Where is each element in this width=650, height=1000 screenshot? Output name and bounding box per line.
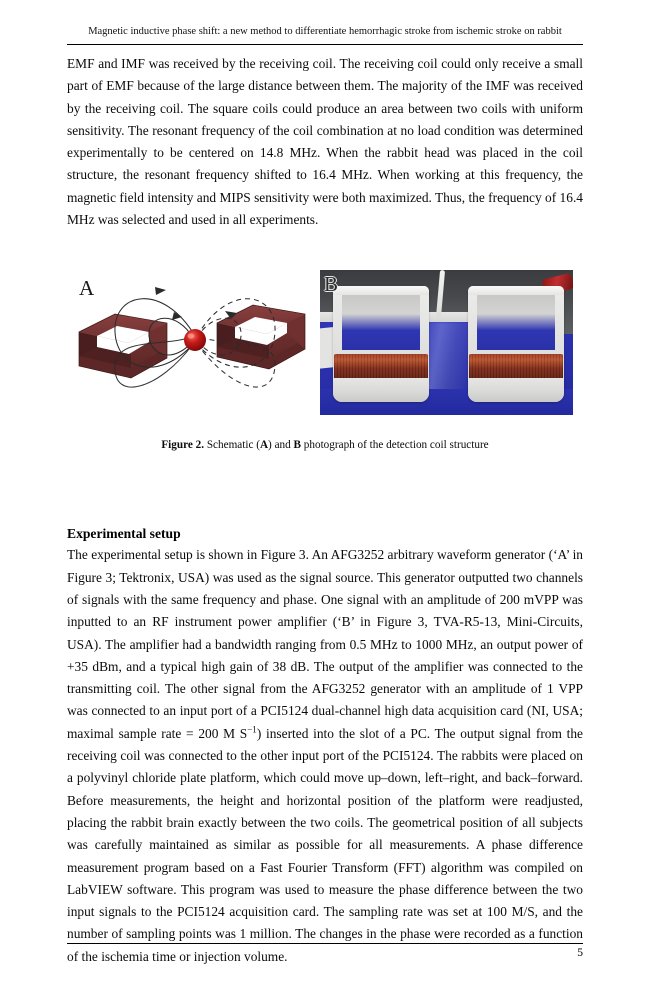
section-spacer [67, 453, 583, 524]
paragraph-setup-part-a: The experimental setup is shown in Figure 3. An AFG3252 arbitrary waveform generator (‘A’ in Figure 3; Tektronix, USA) was used as the signal source. This generator outputted two channels of signals with the same frequency and phase. One signal with an amplitude of 200 mVPP was inputted to an RF instrument power amplifier (‘B’ in Figure 3, TVA-R5-13, Mini-Circuits, USA). The amplifier had a bandwidth ranging from 0.5 MHz to 1000 MHz, an output power of +35 dBm, and a typical high gain of 38 dB. The output of the amplifier was connected to the transmitting coil. The other signal from the AFG3252 generator with an amplitude of 1 VPP was connected to an input port of a PCI5124 dual-channel high data acquisition card (NI, USA; maximal sample rate = 200 M S [67, 547, 583, 741]
superscript-exponent: −1 [247, 724, 257, 735]
page-number: 5 [577, 947, 583, 959]
target-sphere [184, 329, 206, 351]
figure-2-caption-text-2: ) and [268, 439, 294, 452]
paragraph-setup-part-b: ) inserted into the slot of a PC. The output signal from the receiving coil was connected to the other input port of the PCI5124. The rabbits were placed on a polyvinyl chloride plate platform, which could move up–down, left–right, and back–forward. Before measurements, the height and horizontal position of the platform were readjusted, placing the rabbit brain exactly between the two coils. The geometrical position of all subjects was carefully maintained as similar as possible for all measurements. A phase difference measurement program based on a Fast Fourier Transform (FFT) algorithm was compiled on LabVIEW software. This program was used to measure the phase difference between the two input signals to the PCI5124 acquisition card. The sampling rate was set at 100 M/S, and the number of sampling points was 1 million. The changes in the phase were recorded as a function of the ischemia time or injection volume. [67, 725, 583, 964]
figure-2 [67, 270, 583, 453]
paragraph-experimental-setup [67, 544, 583, 968]
field-line-arrows [155, 287, 237, 320]
coil-former-lower-wall [333, 378, 429, 402]
figure-2-caption [67, 438, 583, 453]
page-footer [67, 943, 583, 959]
coil-former-interior-blue [342, 330, 420, 350]
photo-coil-former-right [468, 286, 564, 402]
figure-2-caption-label: Figure 2. [161, 439, 205, 452]
left-coil-3d [79, 314, 167, 378]
figure-2-panel-a-label: A [79, 276, 95, 301]
coil-former-lower-wall [468, 378, 564, 402]
footer-rule [67, 943, 583, 944]
copper-winding [469, 354, 563, 380]
photo-coil-former-left [333, 286, 429, 402]
coil-former-interior-blue [477, 330, 555, 350]
figure-2-caption-text-3: photograph of the detection coil structure [301, 439, 489, 452]
figure-2-caption-bold-a: A [259, 439, 269, 452]
page-content [67, 0, 583, 968]
copper-winding [334, 354, 428, 380]
figure-2-caption-text-1: Schematic ( [204, 439, 260, 452]
figure-2-panel-b-label: B [324, 272, 339, 297]
coil-schematic-svg [67, 270, 320, 415]
figure-2-panels [67, 270, 583, 415]
section-heading-experimental-setup: Experimental setup [67, 526, 181, 542]
paragraph-intro: EMF and IMF was received by the receiving coil. The receiving coil could only receive a small part of EMF because of the large distance between them. The majority of the IMF was received by the receiving coil. The square coils could produce an area between two coils with uniform sensitivity. The resonant frequency of the coil combination at no load condition was determined experimentally to be centered on 14.8 MHz. When the rabbit head was placed in the coil structure, the resonant frequency shifted to 16.4 MHz. When working at this frequency, the magnetic field intensity and MIPS sensitivity were both maximized. Thus, the frequency of 16.4 MHz was selected and used in all experiments. [67, 56, 583, 228]
coil-former-rim [468, 286, 564, 295]
running-head: Magnetic inductive phase shift: a new method to differentiate hemorrhagic stroke from ischemic stroke on rabbit [88, 26, 562, 37]
header-rule [67, 44, 583, 45]
figure-2-panel-a [67, 270, 320, 415]
figure-2-panel-b [320, 270, 573, 415]
figure-2-caption-bold-b: B [293, 439, 301, 452]
coil-photograph [320, 270, 573, 415]
coil-former-rim [333, 286, 429, 295]
